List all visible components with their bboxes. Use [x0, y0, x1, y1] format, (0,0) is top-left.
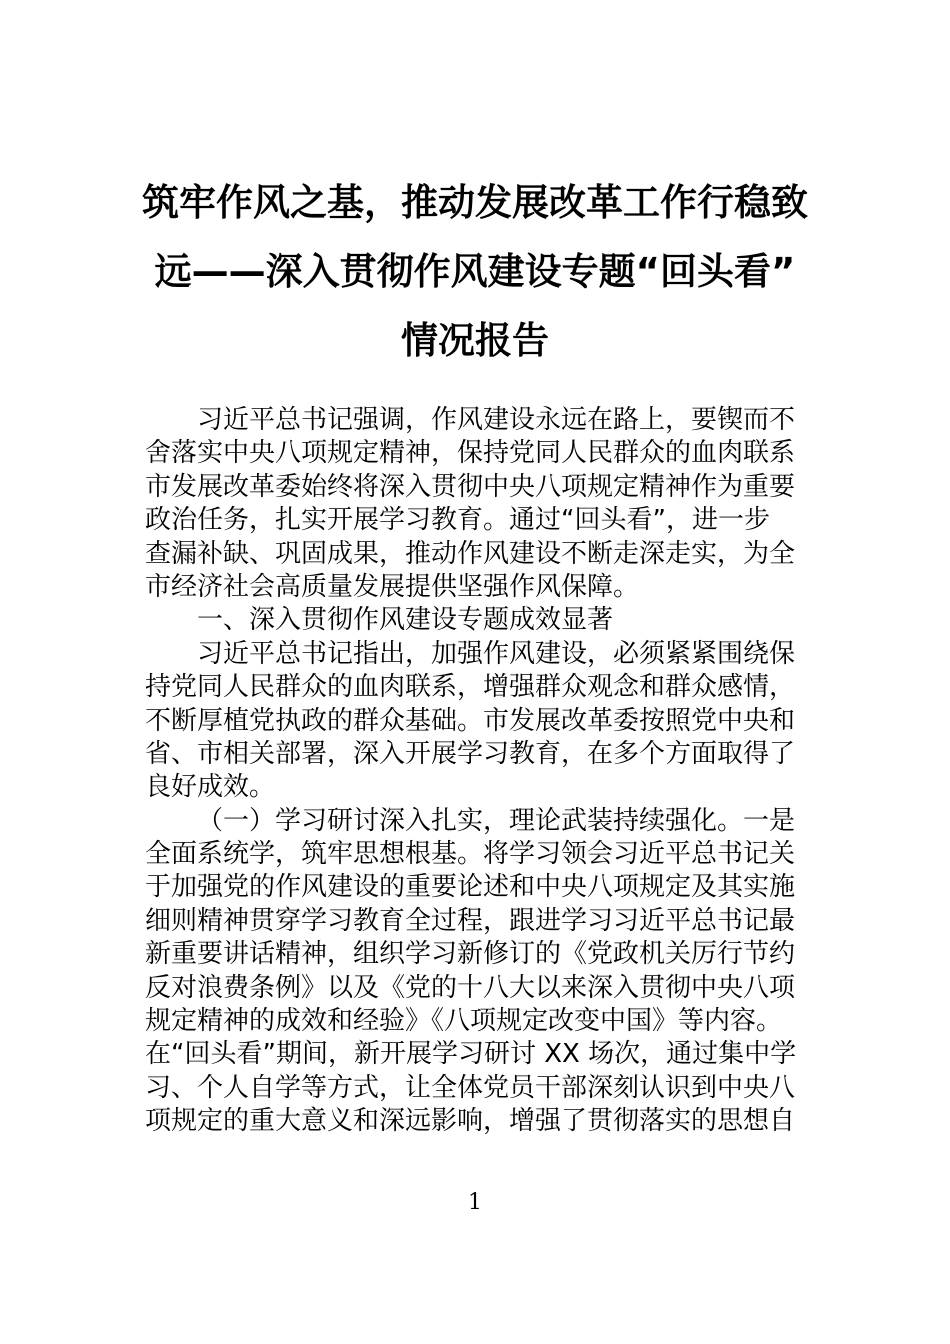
body-line: 市发展改革委始终将深入贯彻中央八项规定精神作为重要	[145, 471, 796, 502]
body-line: 新重要讲话精神，组织学习新修订的《党政机关厉行节约	[145, 939, 796, 970]
body-line: 项规定的重大意义和深远影响，增强了贯彻落实的思想自	[145, 1106, 796, 1137]
body-line: 政治任务，扎实开展学习教育。通过“回头看”，进一步	[145, 505, 770, 536]
title-line-1: 筑牢作风之基，推动发展改革工作行稳致	[142, 181, 808, 224]
page-number: 1	[468, 1190, 482, 1215]
body-line: 查漏补缺、巩固成果，推动作风建设不断走深走实，为全	[145, 538, 796, 569]
body-line: 持党同人民群众的血肉联系，增强群众观念和群众感情，	[145, 672, 796, 703]
body-line: 习近平总书记指出，加强作风建设，必须紧紧围绕保	[197, 638, 796, 669]
section-heading: 一、深入贯彻作风建设专题成效显著	[197, 605, 614, 636]
body-line: 省、市相关部署，深入开展学习教育，在多个方面取得了	[145, 738, 796, 769]
body-line: 在“回头看”期间，新开展学习研讨 XX 场次，通过集中学	[145, 1039, 797, 1070]
body-line: 不断厚植党执政的群众基础。市发展改革委按照党中央和	[145, 705, 796, 736]
subsection-line: （一）学习研讨深入扎实，理论武装持续强化。一是	[197, 805, 796, 836]
body-line: 习近平总书记强调，作风建设永远在路上，要锲而不	[197, 405, 796, 435]
body-line: 良好成效。	[145, 772, 276, 803]
title-line-3: 情况报告	[401, 319, 549, 362]
body-line: 市经济社会高质量发展提供坚强作风保障。	[145, 571, 640, 602]
body-line: 全面系统学，筑牢思想根基。将学习领会习近平总书记关	[145, 839, 796, 870]
body-line: 习、个人自学等方式，让全体党员干部深刻认识到中央八	[145, 1072, 796, 1103]
document-body	[145, 404, 810, 1139]
body-line: 反对浪费条例》以及《党的十八大以来深入贯彻中央八项	[145, 972, 796, 1003]
body-line: 于加强党的作风建设的重要论述和中央八项规定及其实施	[145, 872, 796, 903]
body-line: 舍落实中央八项规定精神，保持党同人民群众的血肉联系	[145, 438, 796, 469]
title-line-2: 远——深入贯彻作风建设专题“回头看”	[154, 250, 796, 293]
body-line: 规定精神的成效和经验》《八项规定改变中国》等内容。	[145, 1006, 783, 1037]
body-line: 细则精神贯穿学习教育全过程，跟进学习习近平总书记最	[145, 905, 796, 936]
document-title	[140, 168, 810, 375]
